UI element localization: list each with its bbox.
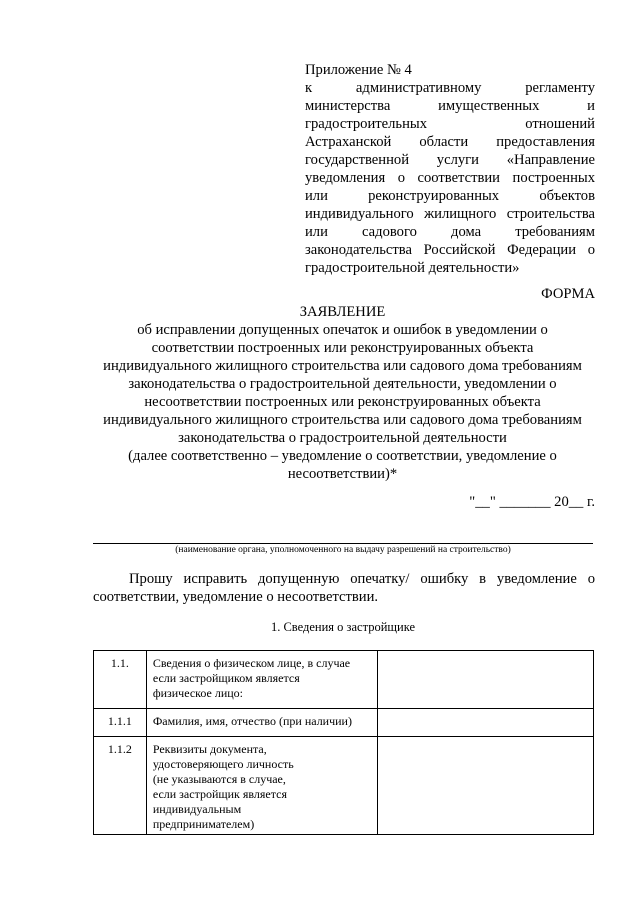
row-number-cell bbox=[94, 737, 147, 835]
row-description-line: если застройщик является bbox=[152, 787, 287, 801]
row-description-line: если застройщиком является bbox=[152, 671, 300, 685]
row-number-cell bbox=[94, 709, 147, 737]
row-value-cell[interactable] bbox=[377, 709, 593, 737]
section-title-developer-info: 1. Сведения о застройщике bbox=[270, 620, 416, 634]
table-row bbox=[94, 709, 594, 737]
appendix-line: или реконструированных объектов bbox=[305, 188, 595, 204]
row-description-line: индивидуальным bbox=[152, 802, 242, 816]
statement-subtitle-line: соответствии построенных или реконструированных объекта bbox=[151, 340, 534, 356]
row-description-line: удостоверяющего личность bbox=[152, 757, 294, 771]
table-row bbox=[94, 651, 594, 709]
row-description-line: физическое лицо: bbox=[152, 686, 244, 700]
appendix-line: индивидуального жилищного строительства bbox=[305, 206, 595, 222]
developer-info-table bbox=[93, 650, 594, 835]
row-value-cell[interactable] bbox=[377, 651, 593, 709]
row-number: 1.1.1 bbox=[107, 714, 132, 728]
statement-subtitle-line: индивидуального жилищного строительства или садового дома требованиям bbox=[103, 358, 582, 374]
date-field[interactable]: "__" _______ 20__ г. bbox=[469, 494, 595, 510]
row-description-line: (не указываются в случае, bbox=[152, 772, 286, 786]
statement-subtitle-line: индивидуального жилищного строительства или садового дома требованиям bbox=[103, 412, 582, 428]
row-description-line: Реквизиты документа, bbox=[152, 742, 267, 756]
statement-subtitle-line: законодательства о градостроительной деятельности, уведомлении о bbox=[128, 376, 557, 392]
request-paragraph bbox=[93, 570, 595, 606]
request-line: Прошу исправить допущенную опечатку/ ошибку в уведомление о bbox=[129, 571, 595, 587]
appendix-header bbox=[305, 61, 595, 277]
statement-heading: ЗАЯВЛЕНИЕ bbox=[299, 304, 386, 320]
appendix-line: Астраханской области предоставления bbox=[305, 134, 595, 150]
row-description-line: Фамилия, имя, отчество (при наличии) bbox=[152, 714, 352, 728]
appendix-line: уведомления о соответствии построенных bbox=[305, 170, 595, 186]
statement-subtitle-line: несоответствии построенных или реконструированных объекта bbox=[144, 394, 541, 410]
row-description-cell bbox=[146, 737, 377, 835]
statement-title bbox=[90, 303, 595, 483]
appendix-line: Приложение № 4 bbox=[305, 62, 412, 78]
row-number: 1.1. bbox=[110, 656, 129, 670]
appendix-line: государственной услуги «Направление bbox=[305, 152, 595, 168]
form-label: ФОРМА bbox=[541, 286, 595, 302]
appendix-line: министерства имущественных и bbox=[305, 98, 595, 114]
authority-name-caption: (наименование органа, уполномоченного на выдачу разрешений на строительство) bbox=[175, 545, 511, 555]
row-description-cell bbox=[146, 651, 377, 709]
statement-subtitle-line: об исправлении допущенных опечаток и ошибок в уведомлении о bbox=[137, 322, 548, 338]
row-description-line: предпринимателем) bbox=[152, 817, 255, 831]
row-value-cell[interactable] bbox=[377, 737, 593, 835]
statement-subtitle-line: несоответствии)* bbox=[287, 466, 398, 482]
appendix-line: или садового дома требованиям bbox=[305, 224, 595, 240]
statement-subtitle-line: (далее соответственно – уведомление о соответствии, уведомление о bbox=[128, 448, 557, 464]
row-description-line: Сведения о физическом лице, в случае bbox=[152, 656, 351, 670]
table-row bbox=[94, 737, 594, 835]
request-line: соответствии, уведомление о несоответствии. bbox=[93, 589, 379, 605]
appendix-line: градостроительной деятельности» bbox=[305, 260, 520, 276]
row-description-cell bbox=[146, 709, 377, 737]
statement-subtitle-line: законодательства о градостроительной деятельности bbox=[178, 430, 507, 446]
appendix-line: градостроительных отношений bbox=[305, 116, 595, 132]
appendix-line: законодательства Российской Федерации о bbox=[305, 242, 595, 258]
row-number: 1.1.2 bbox=[107, 742, 132, 756]
row-number-cell bbox=[94, 651, 147, 709]
appendix-line: к административному регламенту bbox=[305, 80, 595, 96]
